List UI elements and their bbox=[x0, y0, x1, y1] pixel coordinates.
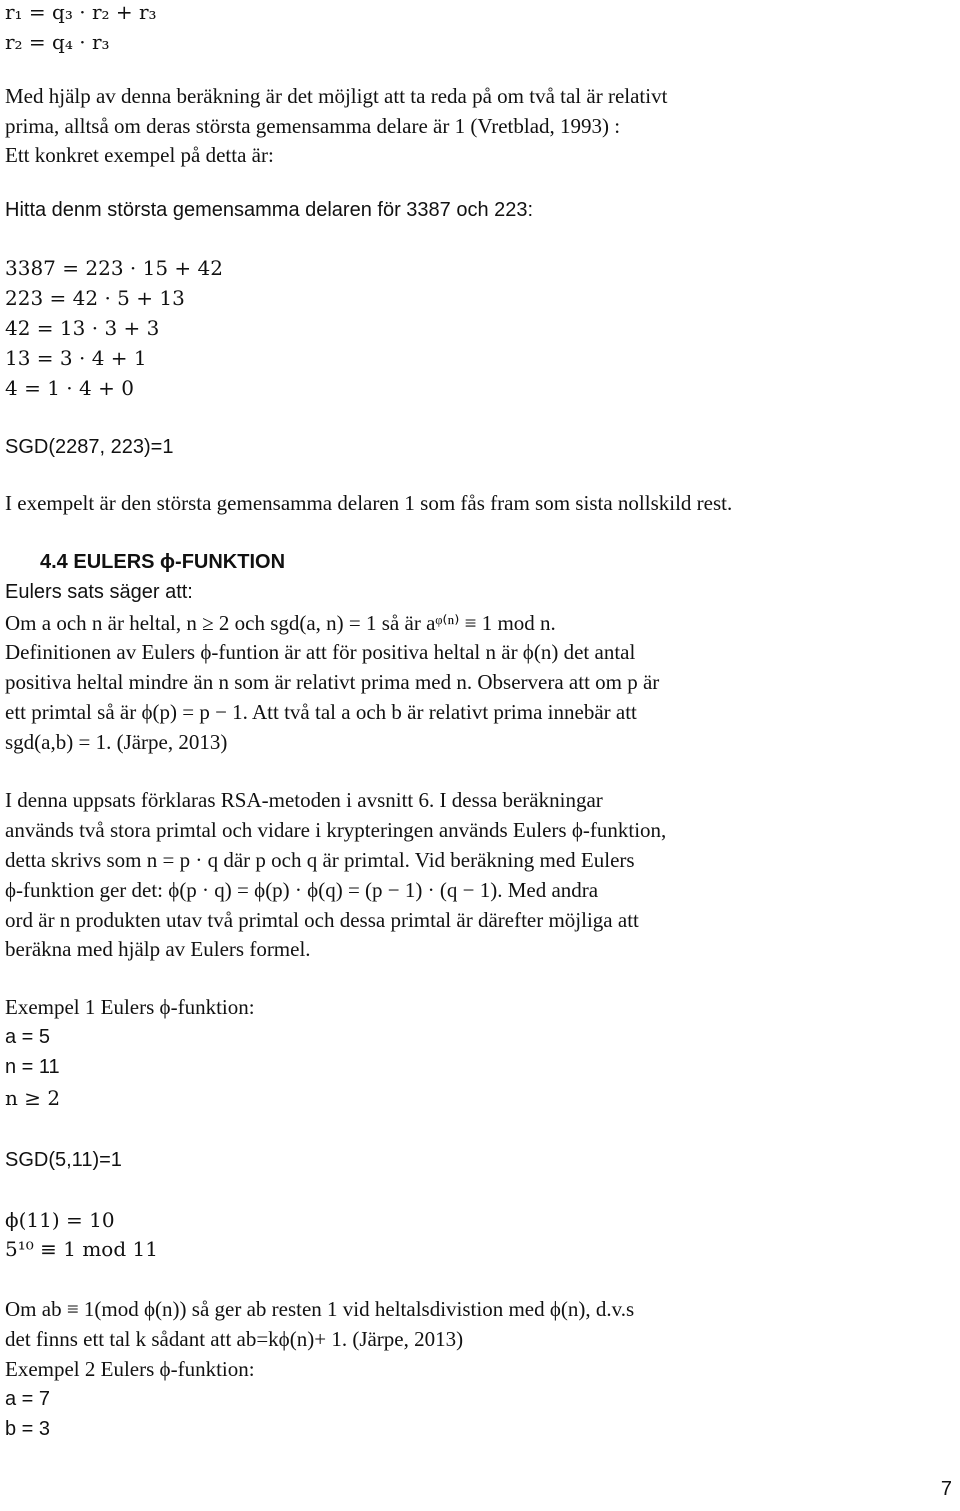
paragraph-line: sgd(a,b) = 1. (Järpe, 2013) bbox=[5, 730, 228, 754]
example-value: n ≥ 2 bbox=[5, 1086, 61, 1110]
gcd-result: SGD(2287, 223)=1 bbox=[5, 436, 174, 458]
paragraph-line: detta skrivs som n = p · q där p och q är primtal. Vid beräkning med Eulers bbox=[5, 848, 635, 872]
paragraph-line: Ett konkret exempel på detta är: bbox=[5, 143, 274, 167]
equation-line-1: r₁ = q₃ · r₂ + r₃ bbox=[5, 0, 157, 24]
paragraph-line: I exempelt är den största gemensamma delaren 1 som fås fram som sista nollskild rest. bbox=[5, 491, 733, 515]
paragraph-line: används två stora primtal och vidare i krypteringen används Eulers ϕ-funktion, bbox=[5, 818, 667, 842]
equation-line: 3387 = 223 · 15 + 42 bbox=[5, 256, 223, 280]
equation-line: 13 = 3 · 4 + 1 bbox=[5, 346, 147, 370]
paragraph-line: positiva heltal mindre än n som är relativt prima med n. Observera att om p är bbox=[5, 670, 660, 694]
example-value: a = 5 bbox=[5, 1026, 51, 1048]
example-intro: Hitta denm största gemensamma delaren för 3387 och 223: bbox=[5, 199, 534, 221]
example-heading: Exempel 1 Eulers ϕ-funktion: bbox=[5, 995, 255, 1019]
paragraph-line: Eulers sats säger att: bbox=[5, 581, 193, 603]
paragraph-line: Definitionen av Eulers ϕ-funtion är att för positiva heltal n är ϕ(n) det antal bbox=[5, 640, 636, 664]
equation-line: 5¹⁰ ≡ 1 mod 11 bbox=[5, 1237, 158, 1261]
paragraph-line: prima, alltså om deras största gemensamma delare är 1 (Vretblad, 1993) : bbox=[5, 114, 621, 138]
example-value: n = 11 bbox=[5, 1056, 60, 1078]
page-number: 7 bbox=[940, 1478, 952, 1500]
theorem-line: Om a och n är heltal, n ≥ 2 och sgd(a, n) = 1 så är aᵠ⁽ⁿ⁾ ≡ 1 mod n. bbox=[5, 611, 556, 635]
paragraph-line: ett primtal så är ϕ(p) = p − 1. Att två tal a och b är relativt prima innebär att bbox=[5, 700, 637, 724]
equation-line: ϕ(11) = 10 bbox=[5, 1208, 115, 1232]
example-value: b = 3 bbox=[5, 1418, 51, 1440]
paragraph-line: Med hjälp av denna beräkning är det möjligt att ta reda på om två tal är relativt bbox=[5, 84, 668, 108]
paragraph-line: I denna uppsats förklaras RSA-metoden i avsnitt 6. I dessa beräkningar bbox=[5, 788, 603, 812]
example-heading: Exempel 2 Eulers ϕ-funktion: bbox=[5, 1357, 255, 1381]
paragraph-line: Om ab ≡ 1(mod ϕ(n)) så ger ab resten 1 vid heltalsdivistion med ϕ(n), d.v.s bbox=[5, 1297, 635, 1321]
paragraph-line: beräkna med hjälp av Eulers formel. bbox=[5, 937, 311, 961]
example-value: a = 7 bbox=[5, 1388, 51, 1410]
paragraph-line: det finns ett tal k sådant att ab=kϕ(n)+ 1. (Järpe, 2013) bbox=[5, 1327, 464, 1351]
equation-line: 223 = 42 · 5 + 13 bbox=[5, 286, 185, 310]
paragraph-line: ϕ-funktion ger det: ϕ(p · q) = ϕ(p) · ϕ(q) = (p − 1) · (q − 1). Med andra bbox=[5, 878, 599, 902]
equation-line: 42 = 13 · 3 + 3 bbox=[5, 316, 160, 340]
gcd-result: SGD(5,11)=1 bbox=[5, 1149, 122, 1171]
paragraph-line: ord är n produkten utav två primtal och dessa primtal är därefter möjliga att bbox=[5, 908, 639, 932]
equation-line: 4 = 1 · 4 + 0 bbox=[5, 376, 134, 400]
equation-line-2: r₂ = q₄ · r₃ bbox=[5, 30, 110, 54]
section-heading: 4.4 EULERS ϕ-FUNKTION bbox=[40, 551, 286, 573]
